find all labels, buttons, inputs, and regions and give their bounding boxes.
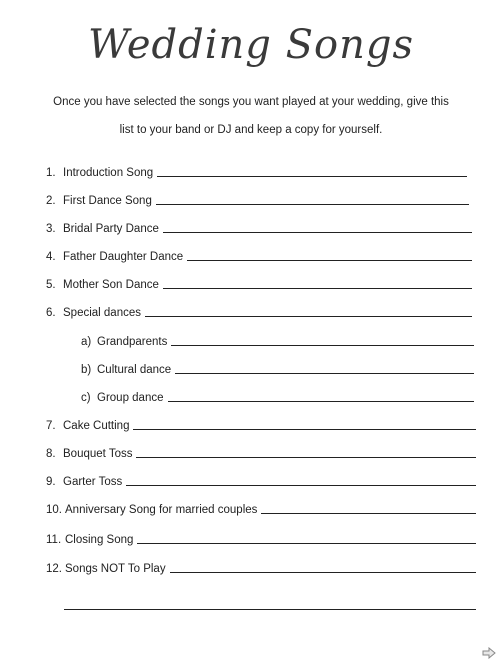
item-label: Bridal Party Dance — [63, 223, 159, 235]
fill-in-line[interactable] — [137, 531, 476, 544]
list-item — [46, 191, 469, 207]
fill-in-line[interactable] — [163, 276, 472, 289]
list-item — [46, 163, 467, 179]
item-number: 3. — [46, 223, 56, 235]
fill-in-line[interactable] — [261, 501, 476, 514]
intro-text-line-1: Once you have selected the songs you want played at your wedding, give this — [53, 96, 449, 108]
fill-in-line[interactable] — [156, 192, 469, 205]
sub-list-item — [81, 360, 474, 376]
list-item — [46, 472, 476, 488]
fill-in-line[interactable] — [145, 304, 472, 317]
item-number: 1. — [46, 167, 56, 179]
item-letter: b) — [81, 364, 92, 376]
item-label: Cultural dance — [97, 364, 172, 376]
item-label: Group dance — [97, 392, 164, 404]
item-letter: c) — [81, 392, 91, 404]
item-number: 7. — [46, 420, 56, 432]
item-label: Closing Song — [65, 534, 134, 546]
item-label: Cake Cutting — [63, 420, 130, 432]
item-number: 6. — [46, 307, 56, 319]
item-label: First Dance Song — [63, 195, 152, 207]
item-number: 8. — [46, 448, 56, 460]
item-label: Bouquet Toss — [63, 448, 133, 460]
list-item — [46, 559, 476, 575]
fill-in-line[interactable] — [163, 220, 472, 233]
list-item — [46, 416, 476, 432]
item-letter: a) — [81, 336, 92, 348]
page-title: Wedding Songs — [88, 22, 414, 68]
item-label: Mother Son Dance — [63, 279, 159, 291]
item-label: Grandparents — [97, 336, 168, 348]
extra-fill-in-line[interactable] — [64, 609, 476, 610]
item-number: 2. — [46, 195, 56, 207]
list-item — [46, 219, 472, 235]
fill-in-line[interactable] — [171, 333, 474, 346]
item-number: 12. — [46, 563, 62, 575]
sub-list-item — [81, 388, 474, 404]
fill-in-line[interactable] — [168, 389, 475, 402]
fill-in-line[interactable] — [170, 560, 476, 573]
sub-list-item — [81, 332, 474, 348]
item-label: Introduction Song — [63, 167, 154, 179]
item-label: Special dances — [63, 307, 141, 319]
list-item — [46, 303, 472, 319]
item-number: 11. — [46, 534, 62, 546]
fill-in-line[interactable] — [126, 473, 476, 486]
fill-in-line[interactable] — [136, 445, 476, 458]
list-item — [46, 444, 476, 460]
item-number: 5. — [46, 279, 56, 291]
arrow-right-icon-svg — [482, 647, 496, 659]
item-label: Garter Toss — [63, 476, 123, 488]
item-label: Anniversary Song for married couples — [65, 504, 258, 516]
item-number: 10. — [46, 504, 62, 516]
fill-in-line[interactable] — [187, 248, 472, 261]
item-label: Songs NOT To Play — [65, 563, 166, 575]
list-item — [46, 500, 476, 516]
item-number: 9. — [46, 476, 56, 488]
intro-text-line-2: list to your band or DJ and keep a copy for yourself. — [119, 124, 383, 136]
fill-in-line[interactable] — [175, 361, 474, 374]
item-number: 4. — [46, 251, 56, 263]
fill-in-line[interactable] — [133, 417, 476, 430]
list-item — [46, 530, 476, 546]
fill-in-line[interactable] — [157, 164, 467, 177]
list-item — [46, 275, 472, 291]
list-item — [46, 247, 472, 263]
arrow-right-icon[interactable] — [482, 647, 496, 659]
item-label: Father Daughter Dance — [63, 251, 184, 263]
